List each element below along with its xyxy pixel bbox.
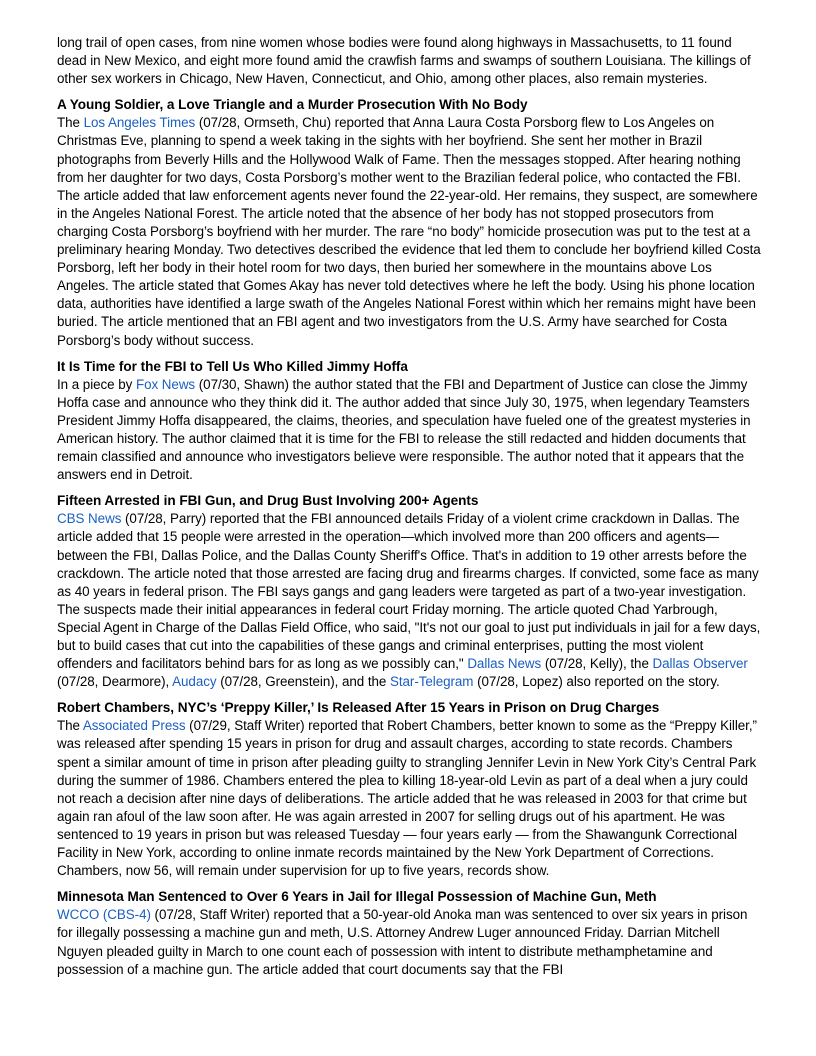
- article-text: (07/28, Kelly), the: [541, 656, 653, 672]
- document-page: [57, 34, 761, 979]
- source-link-associated-press[interactable]: Associated Press: [82, 718, 186, 734]
- article-body: [57, 906, 761, 978]
- article-body: [57, 376, 761, 485]
- article-body: [57, 717, 761, 880]
- source-link-dallas-observer[interactable]: Dallas Observer: [652, 656, 748, 672]
- source-link-star-telegram[interactable]: Star-Telegram: [389, 674, 474, 690]
- article-lead-in: The: [57, 115, 84, 131]
- article-title: Fifteen Arrested in FBI Gun, and Drug Bust Involving 200+ Agents: [57, 493, 479, 509]
- article-lead-in: In a piece by: [57, 376, 136, 392]
- article-robert-chambers: [57, 699, 761, 880]
- source-link-dallas-news[interactable]: Dallas News: [467, 656, 542, 672]
- article-jimmy-hoffa: [57, 358, 761, 485]
- source-link-los-angeles-times[interactable]: Los Angeles Times: [83, 115, 196, 131]
- article-title: A Young Soldier, a Love Triangle and a Murder Prosecution With No Body: [57, 97, 528, 113]
- article-text: (07/30, Shawn) the author stated that the FBI and Department of Justice can close the Jimmy Hoffa case and announce who they think did it. The author added that since July 30, 1975, when legendary Teamsters President Jimmy Hoffa disappeared, the claims, theories, and speculation have fueled one of the greatest mysteries in American history. The author claimed that it is time for the FBI to release the still redacted and hidden documents that remain classified and announce who investigators believe were responsible. The author noted that it appears that the answers end in Detroit.: [57, 376, 751, 483]
- intro-paragraph: long trail of open cases, from nine women whose bodies were found along highways in Massachusetts, to 11 found dead in New Mexico, and eight more found amid the crawfish farms and swamps of southern Louisiana. The killings of other sex workers in Chicago, New Haven, Connecticut, and Ohio, among other places, also remain mysteries.: [57, 35, 751, 87]
- article-costa-porsborg: [57, 96, 761, 349]
- article-lead-in: The: [57, 718, 83, 734]
- article-title: Robert Chambers, NYC’s ‘Preppy Killer,’ Is Released After 15 Years in Prison on Drug Charges: [57, 700, 660, 716]
- article-text: (07/28, Dearmore),: [57, 674, 173, 690]
- article-text: (07/29, Staff Writer) reported that Robert Chambers, better known to some as the “Preppy Killer,” was released after spending 15 years in prison for drug and assault charges, according to state records. Chambers spent a similar amount of time in prison after pleading guilty to strangling Jennifer Levin in New York City’s Central Park during the summer of 1986. Chambers entered the plea to killing 18-year-old Levin as part of a deal when a jury could not reach a decision after nine days of deliberations. The article added that he was released in 2003 for that crime but again ran afoul of the law soon after. He was again arrested in 2007 for selling drugs out of his apartment. He was sentenced to 19 years in prison but was released Tuesday — four years early — from the Shawangunk Correctional Facility in New York, according to online inmate records maintained by the New York Department of Corrections. Chambers, now 56, will remain under supervision for up to five years, records show.: [57, 718, 757, 879]
- article-text: (07/28, Parry) reported that the FBI announced details Friday of a violent crime crackdown in Dallas. The article added that 15 people were arrested in the operation—which involved more than 200 officers and agents—between the FBI, Dallas Police, and the Dallas County Sheriff's Office. That's in addition to 19 other arrests before the crackdown. The article noted that those arrested are facing drug and firearms charges. If convicted, some face as many as 40 years in federal prison. The FBI says gangs and gang leaders were targeted as part of a two-year investigation. The suspects made their initial appearances in federal court Friday morning. The article quoted Chad Yarbrough, Special Agent in Charge of the Dallas Field Office, who said, "It's not our goal to just put individuals in jail for a few days, but to build cases that cut into the capabilities of these gangs and criminal enterprises, putting the most violent offenders and facilitators behind bars for as long as we possibly can,": [57, 511, 761, 672]
- source-link-cbs-news[interactable]: CBS News: [57, 511, 122, 527]
- article-text: (07/28, Lopez) also reported on the story.: [473, 674, 720, 690]
- article-text: (07/28, Greenstein), and the: [216, 674, 390, 690]
- article-text: (07/28, Ormseth, Chu) reported that Anna Laura Costa Porsborg flew to Los Angeles on Christmas Eve, planning to spend a week taking in the sights with her boyfriend. She sent her mother in Brazil photographs from Beverly Hills and the Hollywood Walk of Fame. Then the messages stopped. After hearing nothing from her daughter for two days, Costa Porsborg’s mother went to the Brazilian federal police, who contacted the FBI. The article added that law enforcement agents never found the 22-year-old. Her remains, they suspect, are somewhere in the Angeles National Forest. The article noted that the absence of her body has not stopped prosecutors from charging Costa Porsborg’s boyfriend with her murder. The rare “no body” homicide prosecution was put to the test at a preliminary hearing Monday. Two detectives described the evidence that led them to conclude her boyfriend killed Costa Porsborg, left her body in their hotel room for two days, then buried her somewhere in the mountains above Los Angeles. The article stated that Gomes Akay has never told detectives where he left the body. Using his phone location data, authorities have identified a large swath of the Angeles National Forest within which her remains might have been buried. The article mentioned that an FBI agent and two investigators from the U.S. Army have searched for Costa Porsborg’s body without success.: [57, 115, 761, 348]
- article-title: Minnesota Man Sentenced to Over 6 Years in Jail for Illegal Possession of Machine Gun, Meth: [57, 889, 657, 905]
- article-title: It Is Time for the FBI to Tell Us Who Killed Jimmy Hoffa: [57, 358, 408, 374]
- article-dallas-bust: [57, 492, 761, 691]
- source-link-audacy[interactable]: Audacy: [172, 674, 217, 690]
- article-minnesota-man: [57, 888, 761, 978]
- source-link-fox-news[interactable]: Fox News: [135, 376, 196, 392]
- source-link-wcco[interactable]: WCCO (CBS-4): [57, 907, 151, 923]
- article-body: [57, 510, 761, 691]
- article-text: (07/28, Staff Writer) reported that a 50-year-old Anoka man was sentenced to over six years in prison for illegally possessing a machine gun and meth, U.S. Attorney Andrew Luger announced Friday. Darrian Mitchell Nguyen pleaded guilty in March to one count each of possession with intent to distribute methamphetamine and possession of a machine gun. The article added that court documents say that the FBI: [57, 907, 748, 977]
- article-body: [57, 114, 761, 349]
